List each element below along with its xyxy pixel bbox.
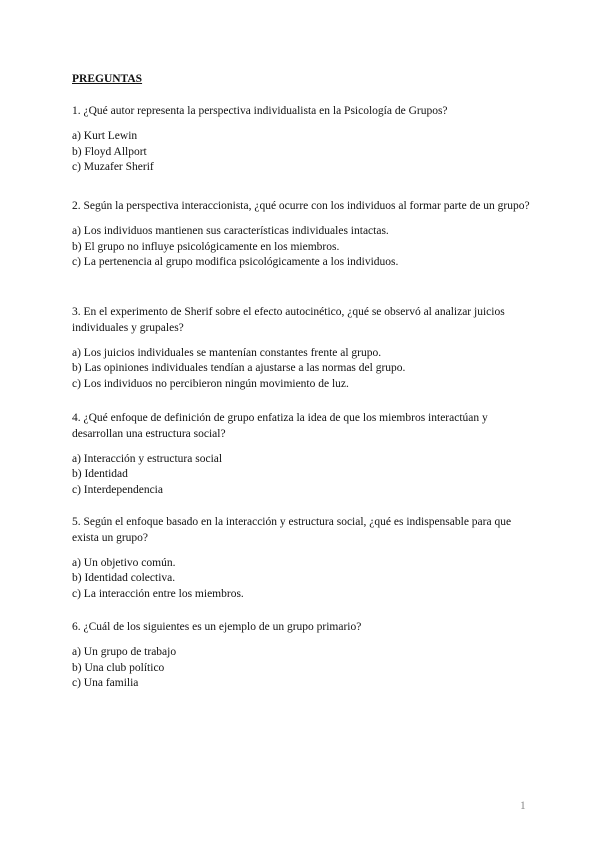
answer-option: a) Los individuos mantienen sus características individuales intactas. — [72, 224, 389, 237]
answer-option: a) Interacción y estructura social — [72, 452, 223, 465]
question-5 — [72, 515, 532, 603]
answer-option: c) Una familia — [72, 677, 139, 690]
answer-option: b) Identidad colectiva. — [72, 572, 176, 585]
answer-option: c) Interdependencia — [72, 484, 163, 497]
page-heading: PREGUNTAS — [72, 73, 143, 85]
answer-option: b) El grupo no influye psicológicamente en los miembros. — [72, 240, 340, 253]
answer-option: c) La interacción entre los miembros. — [72, 588, 244, 601]
question-stem: 3. En el experimento de Sherif sobre el efecto autocinético, ¿qué se observó al analizar juicios individuales y grupales? — [72, 306, 505, 334]
answer-option: b) Floyd Allport — [72, 145, 147, 158]
question-stem: 4. ¿Qué enfoque de definición de grupo enfatiza la idea de que los miembros interactúan y desarrollan una estructura social? — [72, 412, 488, 440]
question-4 — [72, 411, 532, 499]
answer-option: a) Un grupo de trabajo — [72, 645, 177, 658]
answer-option: b) Una club político — [72, 661, 165, 674]
answer-option: a) Kurt Lewin — [72, 129, 138, 142]
question-3 — [72, 305, 532, 393]
answer-option: c) La pertenencia al grupo modifica psicológicamente a los individuos. — [72, 256, 399, 269]
question-stem: 6. ¿Cuál de los siguientes es un ejemplo de un grupo primario? — [72, 621, 362, 633]
answer-option: c) Los individuos no percibieron ningún movimiento de luz. — [72, 378, 349, 391]
question-2 — [72, 199, 532, 271]
question-1 — [72, 104, 532, 176]
answer-option: c) Muzafer Sherif — [72, 161, 154, 174]
question-6 — [72, 620, 532, 692]
answer-option: b) Identidad — [72, 468, 128, 481]
answer-option: a) Un objetivo común. — [72, 556, 176, 569]
answer-option: b) Las opiniones individuales tendían a ajustarse a las normas del grupo. — [72, 362, 406, 375]
answer-option: a) Los juicios individuales se mantenían constantes frente al grupo. — [72, 346, 382, 359]
page-number: 1 — [520, 800, 526, 812]
question-stem: 5. Según el enfoque basado en la interacción y estructura social, ¿qué es indispensable para que exista un grupo? — [72, 516, 512, 544]
question-stem: 2. Según la perspectiva interaccionista, ¿qué ocurre con los individuos al formar parte de un grupo? — [72, 200, 530, 212]
question-stem: 1. ¿Qué autor representa la perspectiva individualista en la Psicología de Grupos? — [72, 105, 448, 117]
